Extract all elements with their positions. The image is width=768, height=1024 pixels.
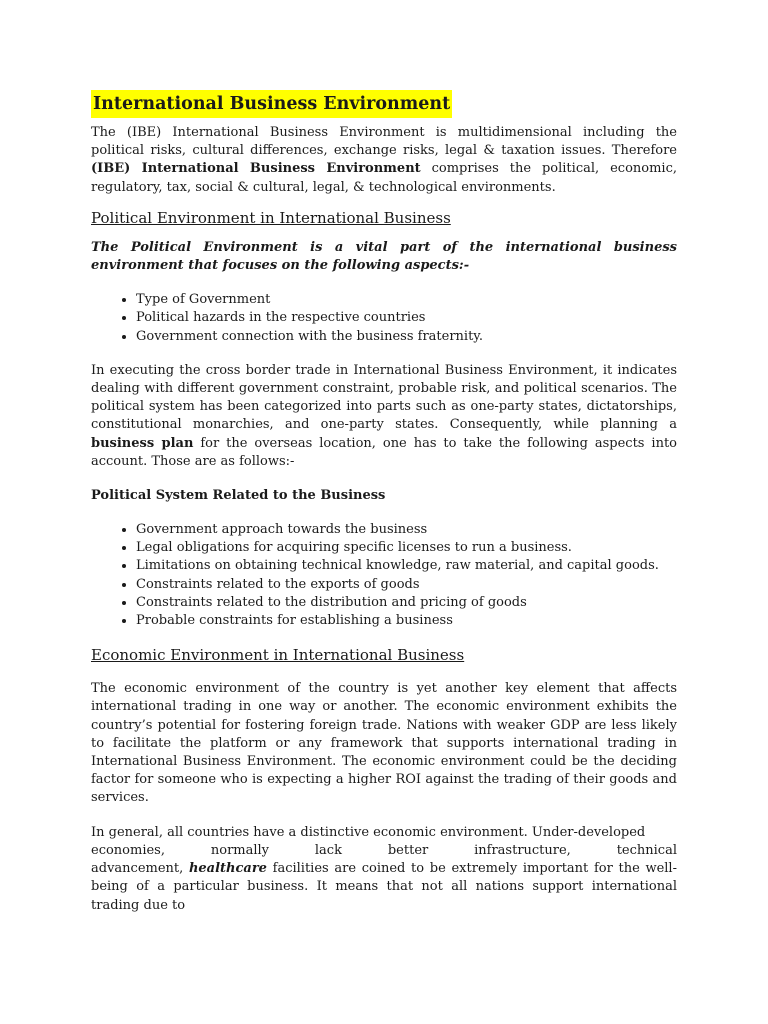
- intro-paragraph: [91, 124, 677, 197]
- list-item: • Political hazards in the respective countries: [136, 309, 677, 327]
- document-content: [91, 90, 677, 915]
- intro-text-1: The (IBE) International Business Environment is multidimensional including the political risks, cultural differences, exchange risks, legal & taxation issues. Therefore: [91, 125, 677, 159]
- economic-line-1: In general, all countries have a distinctive economic environment. Under-developed: [91, 824, 646, 840]
- business-plan-term: business plan: [91, 435, 194, 451]
- political-paragraph: [91, 362, 677, 471]
- document-title: International Business Environment: [91, 90, 452, 118]
- list-item: • Constraints related to the distribution and pricing of goods: [136, 594, 677, 612]
- political-system-list: [91, 521, 677, 630]
- list-item: • Government approach towards the business: [136, 521, 677, 539]
- list-item: • Probable constraints for establishing a business: [136, 612, 677, 630]
- intro-text-2: comprises the political, economic, regulatory, tax, social & cultural, legal, & technological environments.: [91, 161, 677, 195]
- list-item: • Type of Government: [136, 291, 677, 309]
- list-item: • Government connection with the business fraternity.: [136, 328, 677, 346]
- political-lead: The Political Environment is a vital part of the international business environment that focuses on the following aspects:-: [91, 239, 677, 274]
- list-item: • Constraints related to the exports of goods: [136, 576, 677, 594]
- political-heading: Political Environment in International Business: [91, 208, 451, 227]
- political-system-heading: Political System Related to the Business: [91, 488, 386, 504]
- economic-text-1: advancement,: [91, 861, 189, 877]
- economic-text-2: facilities are coined to be extremely important for the well-being of a particular business. It means that not all nations support international trading due to: [91, 861, 677, 913]
- political-text-2: for the overseas location, one has to take the following aspects into account. Those are as follows:-: [91, 435, 677, 469]
- economic-paragraph-2: [91, 824, 677, 915]
- economic-heading: Economic Environment in International Business: [91, 646, 465, 665]
- economic-paragraph-1: The economic environment of the country is yet another key element that affects international trading in one way or another. The economic environment exhibits the country’s potential for fostering foreign trade. Nations with weaker GDP are less likely to facilitate the platform or any framework that supports international trading in International Business Environment. The economic environment could be the deciding factor for someone who is expecting a higher ROI against the trading of their goods and services.: [91, 681, 677, 806]
- healthcare-term: healthcare: [188, 861, 267, 877]
- political-text-1: In executing the cross border trade in International Business Environment, it indicates dealing with different government constraint, probable risk, and political scenarios. The political system has been categorized into parts such as one-party states, dictatorships, constitutional monarchies, and one-party states. Consequently, while planning a: [91, 362, 677, 433]
- political-aspects-list: [91, 291, 677, 346]
- list-item: • Limitations on obtaining technical knowledge, raw material, and capital goods.: [136, 557, 677, 575]
- intro-bold-term: (IBE) International Business Environment: [91, 161, 421, 177]
- economic-line-2: economies, normally lack better infrastructure, technical: [91, 842, 677, 858]
- list-item: • Legal obligations for acquiring specific licenses to run a business.: [136, 539, 677, 557]
